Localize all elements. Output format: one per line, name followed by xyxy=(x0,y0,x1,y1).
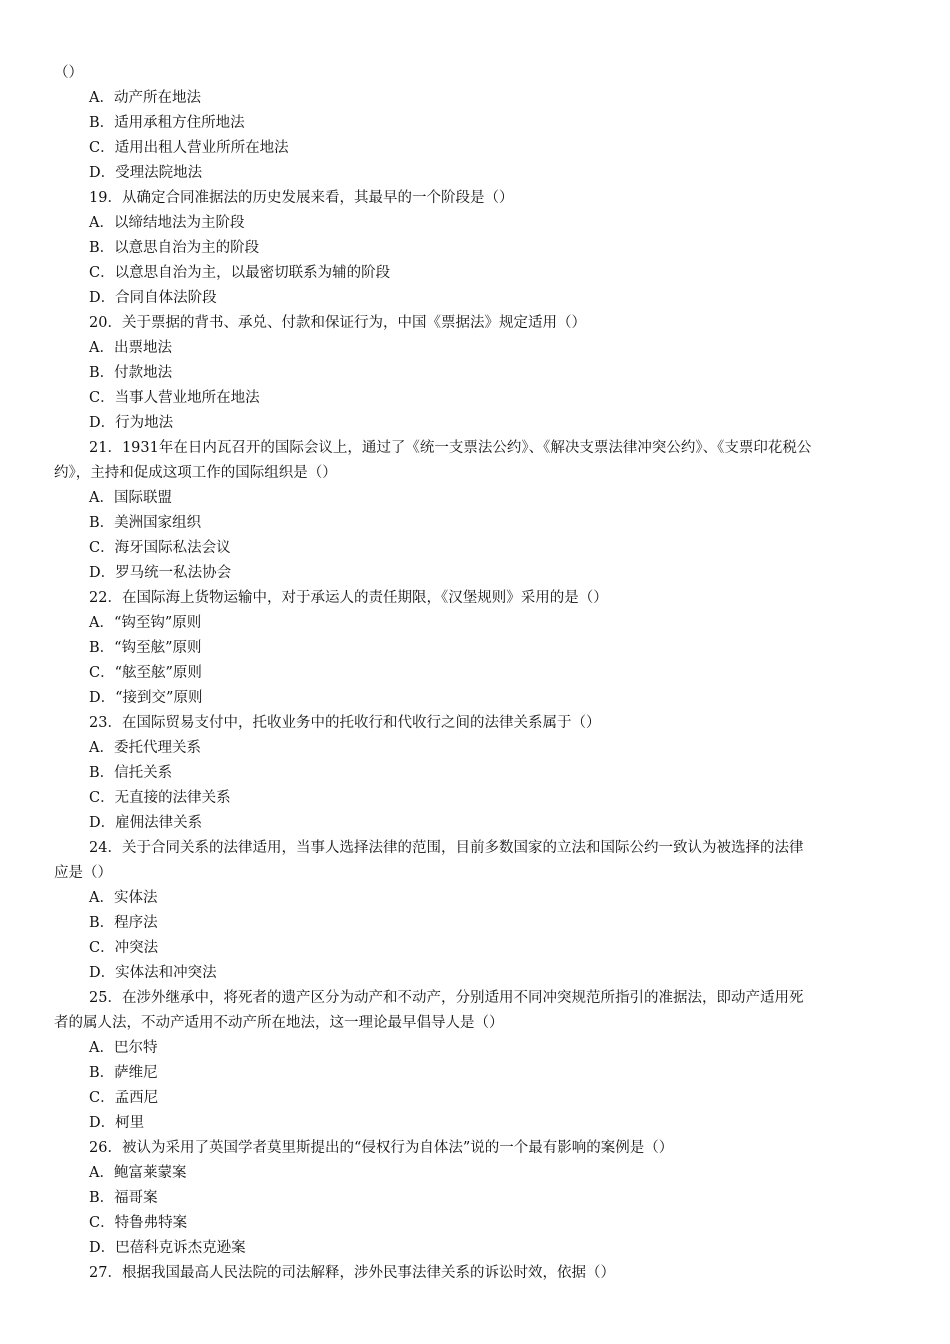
question-line: 24．关于合同关系的法律适用，当事人选择法律的范围，目前多数国家的立法和国际公约一致认为被选择的法律 xyxy=(89,840,804,856)
question-line-continued: 者的属人法，不动产适用不动产所在地法，这一理论最早倡导人是（） xyxy=(54,1015,504,1031)
option-line: A．鲍富莱蒙案 xyxy=(89,1165,187,1181)
option-line: A．实体法 xyxy=(89,890,158,906)
option-line: C．特鲁弗特案 xyxy=(89,1215,188,1231)
option-line: D．罗马统一私法协会 xyxy=(89,565,232,581)
question-line-continued: 约》，主持和促成这项工作的国际组织是（） xyxy=(54,465,337,481)
option-line: B．福哥案 xyxy=(89,1190,158,1206)
question-line: 23．在国际贸易支付中，托收业务中的托收行和代收行之间的法律关系属于（） xyxy=(89,715,601,731)
option-line: B．适用承租方住所地法 xyxy=(89,115,245,131)
option-line: D．“接到交”原则 xyxy=(89,690,203,706)
question-line-continued: 应是（） xyxy=(54,865,112,881)
option-line: D．实体法和冲突法 xyxy=(89,965,217,981)
option-line: C．孟西尼 xyxy=(89,1090,159,1106)
option-line: C．以意思自治为主，以最密切联系为辅的阶段 xyxy=(89,265,391,281)
option-line: B．付款地法 xyxy=(89,365,173,381)
text-line: （） xyxy=(54,65,83,81)
option-line: B．“钩至舷”原则 xyxy=(89,640,202,656)
option-line: B．美洲国家组织 xyxy=(89,515,202,531)
option-line: A．国际联盟 xyxy=(89,490,172,506)
option-line: A．“钩至钩”原则 xyxy=(89,615,202,631)
option-line: C．冲突法 xyxy=(89,940,159,956)
question-line: 21．1931年在日内瓦召开的国际会议上，通过了《统一支票法公约》、《解决支票法律冲突公约》、《支票印花税公 xyxy=(89,440,812,456)
question-line: 22．在国际海上货物运输中，对于承运人的责任期限，《汉堡规则》采用的是（） xyxy=(89,590,608,606)
question-line: 26．被认为采用了英国学者莫里斯提出的“侵权行为自体法”说的一个最有影响的案例是（） xyxy=(89,1140,674,1156)
question-line: 25．在涉外继承中，将死者的遗产区分为动产和不动产，分别适用不同冲突规范所指引的准据法，即动产适用死 xyxy=(89,990,804,1006)
option-line: C．适用出租人营业所所在地法 xyxy=(89,140,289,156)
option-line: A．出票地法 xyxy=(89,340,172,356)
option-line: A．委托代理关系 xyxy=(89,740,201,756)
question-line: 27．根据我国最高人民法院的司法解释，涉外民事法律关系的诉讼时效，依据（） xyxy=(89,1265,615,1281)
option-line: A．巴尔特 xyxy=(89,1040,158,1056)
option-line: A．动产所在地法 xyxy=(89,90,201,106)
option-line: B．以意思自治为主的阶段 xyxy=(89,240,260,256)
option-line: D．行为地法 xyxy=(89,415,174,431)
option-line: B．信托关系 xyxy=(89,765,173,781)
option-line: D．雇佣法律关系 xyxy=(89,815,203,831)
option-line: C．无直接的法律关系 xyxy=(89,790,231,806)
option-line: D．巴蓓科克诉杰克逊案 xyxy=(89,1240,246,1256)
option-line: C．海牙国际私法会议 xyxy=(89,540,231,556)
question-line: 19．从确定合同准据法的历史发展来看，其最早的一个阶段是（） xyxy=(89,190,514,206)
option-line: B．萨维尼 xyxy=(89,1065,158,1081)
question-line: 20．关于票据的背书、承兑、付款和保证行为，中国《票据法》规定适用（） xyxy=(89,315,586,331)
option-line: B．程序法 xyxy=(89,915,158,931)
option-line: D．受理法院地法 xyxy=(89,165,203,181)
option-line: D．合同自体法阶段 xyxy=(89,290,217,306)
option-line: C．“舷至舷”原则 xyxy=(89,665,202,681)
option-line: D．柯里 xyxy=(89,1115,145,1131)
option-line: A．以缔结地法为主阶段 xyxy=(89,215,245,231)
option-line: C．当事人营业地所在地法 xyxy=(89,390,260,406)
